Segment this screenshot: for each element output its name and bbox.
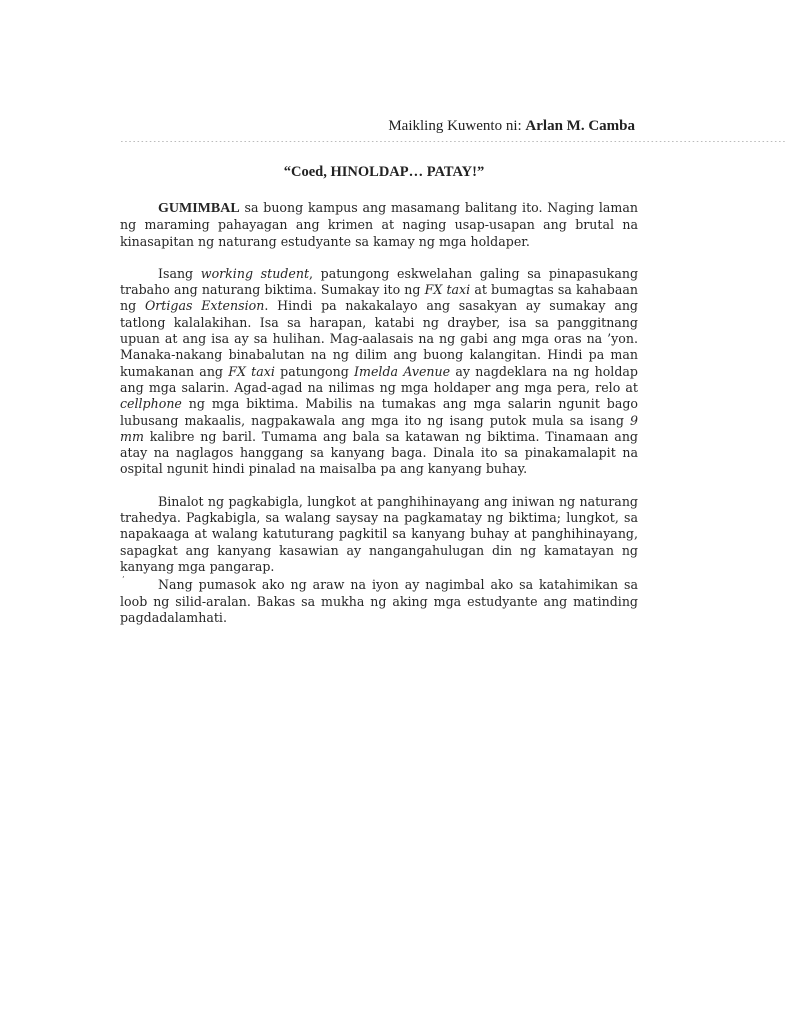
paragraph-4: Nang pumasok ako ng araw na iyon ay nagimbal ako sa katahimikan sa loob ng silid-aralan. Bakas sa mukha ng aking mga estudyante ang matinding pagdadalamhati. bbox=[120, 577, 638, 625]
emphasis-term: Ortigas Extension bbox=[144, 298, 265, 314]
story-body: GUMIMBAL sa buong kampus ang masamang balitang ito. Naging laman ng maraming pahayagan ang krimen at naging usap-usapan ang brutal na kinasapitan ng naturang estudyante sa kamay ng mga holdaper. Isang working student, patungong eskwelahan galing sa pinapasukang trabaho ang naturang biktima. Sumakay ito ng FX taxi at bumagtas sa kahabaan ng Ortigas Extension. Hindi pa nakakalayo ang sasakyan ay sumakay ang tatlong kalalakihan. Isa sa harapan, katabi ng drayber, isa sa panggitnang upuan at ang isa ay sa hulihan. Mag-aalasais na ng gabi ang mga oras na ’yon. Manaka-nakang binabalutan na ng dilim ang buong kalangitan. Hindi pa man kumakanan ang FX taxi patungong Imelda Avenue ay nagdeklara na ng holdap ang mga salarin. Agad-agad na nilimas ng mga holdaper ang mga pera, relo at cellphone ng mga biktima. Mabilis na tumakas ang mga salarin ngunit bago lubusang makaalis, nagpakawala ang mga ito ng isang putok mula sa isang 9 mm kalibre ng baril. Tumama ang bala sa katawan ng biktima. Tinamaan ang atay na naglagos hanggang sa kanyang baga. Dinala ito sa pinakamalapit na ospital ngunit hindi pinalad na maisalba pa ang kanyang buhay. Binalot ng pagkabigla, lungkot at panghihinayang ang iniwan ng naturang trahedya. Pagkabigla, sa walang saysay na pagkamatay ng biktima; lungkot, sa napakaaga at walang katuturang pagkitil sa kanyang buhay at panghihinayang, sapagkat ang kanyang kasawian ay nangangahulugan din ng kamatayan ng kanyang mga pangarap. ’ Nang pumasok ako ng araw na iyon ay nagimbal ako sa katahimikan sa loob ng silid-aralan. Bakas sa mukha ng aking mga estudyante ang matinding pagdadalamhati. bbox=[120, 200, 639, 625]
paragraph-1: GUMIMBAL sa buong kampus ang masamang balitang ito. Naging laman ng maraming pahayagan ang krimen at naging usap-usapan ang brutal na kinasapitan ng naturang estudyante sa kamay ng mga holdaper. bbox=[120, 200, 638, 249]
paragraph-3: Binalot ng pagkabigla, lungkot at panghihinayang ang iniwan ng naturang trahedya. Pagkabigla, sa walang saysay na pagkamatay ng biktima; lungkot, sa napakaaga at walang katuturang pagkitil sa kanyang buhay at panghihinayang, sapagkat ang kanyang kasawian ay nangangahulugan din ng kamatayan ng kanyang mga pangarap. bbox=[120, 493, 638, 574]
author-name: Arlan M. Camba bbox=[525, 118, 635, 134]
author-byline bbox=[388, 118, 635, 135]
emphasis-term: FX taxi bbox=[424, 282, 471, 298]
lead-word: GUMIMBAL bbox=[158, 201, 240, 216]
story-title: “Coed, HINOLDAP… PATAY!” bbox=[283, 164, 485, 180]
dashed-divider: ------------------------------------------------------------------------------------------------------------------------------------------------------------------ bbox=[120, 138, 786, 145]
emphasis-term: Imelda Avenue bbox=[354, 363, 451, 379]
emphasis-term: cellphone bbox=[120, 396, 182, 412]
byline-prefix: Maikling Kuwento ni: bbox=[388, 118, 526, 134]
paragraph-2: Isang working student, patungong eskwelahan galing sa pinapasukang trabaho ang naturang biktima. Sumakay ito ng FX taxi at bumagtas sa kahabaan ng Ortigas Extension. Hindi pa nakakalayo ang sasakyan ay sumakay ang tatlong kalalakihan. Isa sa harapan, katabi ng drayber, isa sa panggitnang upuan at ang isa ay sa hulihan. Mag-aalasais na ng gabi ang mga oras na ’yon. Manaka-nakang binabalutan na ng dilim ang buong kalangitan. Hindi pa man kumakanan ang FX taxi patungong Imelda Avenue ay nagdeklara na ng holdap ang mga salarin. Agad-agad na nilimas ng mga holdaper ang mga pera, relo at cellphone ng mga biktima. Mabilis na tumakas ang mga salarin ngunit bago lubusang makaalis, nagpakawala ang mga ito ng isang putok mula sa isang 9 mm kalibre ng baril. Tumama ang bala sa katawan ng biktima. Tinamaan ang atay na naglagos hanggang sa kanyang baga. Dinala ito sa pinakamalapit na ospital ngunit hindi pinalad na maisalba pa ang kanyang buhay. bbox=[120, 265, 639, 477]
emphasis-term: 9 mm bbox=[120, 412, 638, 444]
emphasis-term: FX taxi bbox=[228, 363, 275, 379]
emphasis-term: working student bbox=[200, 265, 310, 281]
